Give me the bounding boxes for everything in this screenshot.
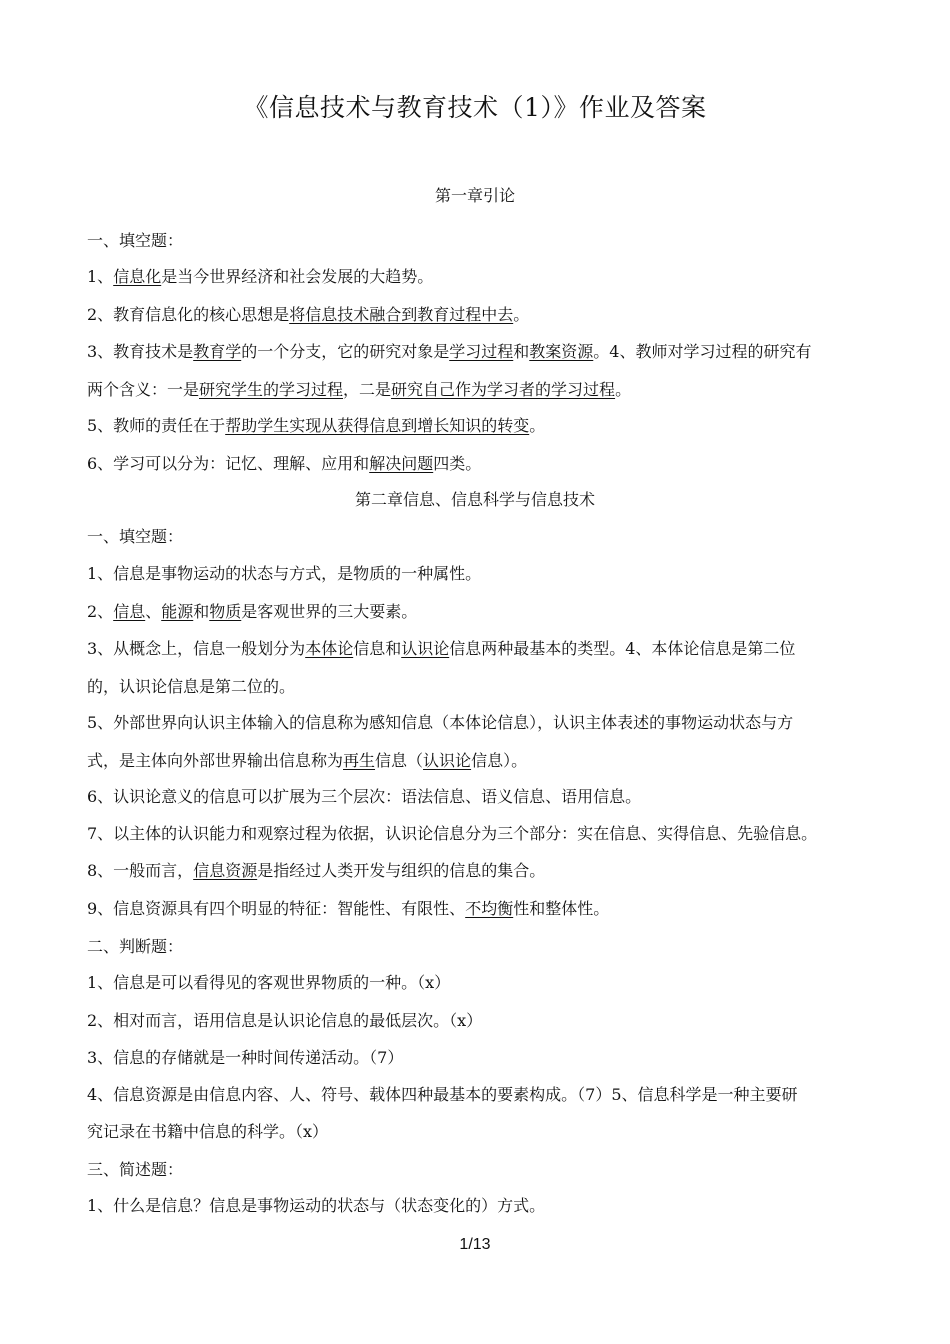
text-segment: 4、信息资源是由信息内容、人、符号、载体四种最基本的要素构成。（7）5、信息科学是一种主要研: [87, 1085, 798, 1104]
text-segment: 一、填空题：: [87, 527, 184, 546]
text-line: [87, 749, 867, 773]
text-line: [87, 303, 867, 327]
answer-underlined: 信息资源: [193, 861, 258, 880]
text-segment: 一、填空题：: [87, 231, 184, 250]
text-segment: 8、一般而言，: [87, 861, 194, 880]
text-segment: 信息（: [375, 751, 424, 770]
text-segment: 、: [145, 602, 162, 621]
text-segment: 3、信息的存储就是一种时间传递活动。（7）: [87, 1048, 404, 1067]
text-line: [87, 822, 867, 846]
text-segment: 式，是主体向外部世界输出信息称为: [87, 751, 344, 770]
text-segment: 三、简述题：: [87, 1160, 184, 1179]
text-segment: 四类。: [433, 454, 482, 473]
text-segment: ，二是: [343, 380, 392, 399]
text-line: [87, 452, 867, 476]
text-line: [87, 1194, 867, 1218]
chapter-heading: [0, 488, 950, 512]
answer-underlined: 解决问题: [369, 454, 434, 473]
text-segment: 的一个分支，它的研究对象是: [241, 342, 450, 361]
text-segment: 2、相对而言，语用信息是认识论信息的最低层次。（x）: [87, 1011, 483, 1030]
text-line: [87, 1158, 867, 1182]
text-line: [87, 1046, 867, 1070]
text-segment: 究记录在书籍中信息的科学。（x）: [87, 1122, 329, 1141]
text-line: [87, 340, 867, 364]
text-segment: 6、学习可以分为：记忆、理解、应用和: [87, 454, 370, 473]
answer-underlined: 能源: [161, 602, 194, 621]
answer-underlined: 学习过程: [449, 342, 514, 361]
text-segment: 1、信息是可以看得见的客观世界物质的一种。（x）: [87, 973, 451, 992]
text-line: [87, 1083, 867, 1107]
text-segment: 9、信息资源具有四个明显的特征：智能性、有限性、: [87, 899, 466, 918]
text-segment: 第二章信息、信息科学与信息技术: [354, 490, 595, 509]
text-line: [87, 229, 867, 253]
text-segment: 和: [513, 342, 530, 361]
text-segment: 6、认识论意义的信息可以扩展为三个层次：语法信息、语义信息、语用信息。: [87, 787, 642, 806]
text-segment: 是当今世界经济和社会发展的大趋势。: [161, 267, 434, 286]
text-segment: 1、: [87, 267, 114, 286]
text-segment: 。: [529, 416, 546, 435]
text-segment: 3、教育技术是: [87, 342, 194, 361]
text-segment: 5、教师的责任在于: [87, 416, 226, 435]
text-segment: 第一章引论: [434, 186, 515, 205]
answer-underlined: 认识论: [423, 751, 472, 770]
text-line: [87, 711, 867, 735]
page-number: 1/13: [459, 1236, 491, 1253]
text-line: [87, 971, 867, 995]
text-segment: 信息和: [353, 639, 402, 658]
text-segment: 和: [193, 602, 210, 621]
text-line: [87, 414, 867, 438]
text-segment: 。4、教师对学习过程的研究有: [593, 342, 812, 361]
answer-underlined: 本体论: [305, 639, 354, 658]
chapter-heading: [0, 184, 950, 208]
text-segment: 性和整体性。: [513, 899, 610, 918]
text-segment: 。: [513, 305, 530, 324]
text-segment: 信息）。: [471, 751, 528, 770]
text-line: [87, 562, 867, 586]
text-segment: 的，认识论信息是第二位的。: [87, 677, 296, 696]
text-segment: 是客观世界的三大要素。: [241, 602, 418, 621]
answer-underlined: 信息化: [113, 267, 162, 286]
text-line: [87, 935, 867, 959]
answer-underlined: 不均衡: [465, 899, 514, 918]
text-segment: 3、从概念上，信息一般划分为: [87, 639, 306, 658]
answer-underlined: 认识论: [401, 639, 450, 658]
text-line: [87, 1009, 867, 1033]
text-segment: 1、信息是事物运动的状态与方式，是物质的一种属性。: [87, 564, 482, 583]
text-segment: 2、: [87, 602, 114, 621]
text-segment: 5、外部世界向认识主体输入的信息称为感知信息（本体论信息），认识主体表述的事物运动状态与方: [87, 713, 794, 732]
answer-underlined: 物质: [209, 602, 242, 621]
answer-underlined: 将信息技术融合到教育过程中去: [289, 305, 514, 324]
answer-underlined: 研究学生的学习过程: [199, 380, 344, 399]
text-segment: 。: [615, 380, 632, 399]
text-line: [87, 600, 867, 624]
answer-underlined: 教育学: [193, 342, 242, 361]
text-segment: 2、教育信息化的核心思想是: [87, 305, 290, 324]
text-segment: 信息两种最基本的类型。4、本体论信息是第二位: [449, 639, 796, 658]
text-line: [87, 637, 867, 661]
text-line: [87, 378, 867, 402]
text-segment: 是指经过人类开发与组织的信息的集合。: [257, 861, 546, 880]
text-line: [87, 897, 867, 921]
text-segment: 1、什么是信息？信息是事物运动的状态与（状态变化的）方式。: [87, 1196, 546, 1215]
answer-underlined: 再生: [343, 751, 376, 770]
text-line: [87, 525, 867, 549]
text-segment: 两个含义：一是: [87, 380, 200, 399]
text-line: [87, 675, 867, 699]
text-line: [87, 785, 867, 809]
text-line: [87, 265, 867, 289]
text-line: [87, 859, 867, 883]
answer-underlined: 教案资源: [529, 342, 594, 361]
answer-underlined: 研究自己作为学习者的学习过程: [391, 380, 616, 399]
answer-underlined: 信息: [113, 602, 146, 621]
answer-underlined: 帮助学生实现从获得信息到增长知识的转变: [225, 416, 530, 435]
text-line: [87, 1120, 867, 1144]
document-title: 《信息技术与教育技术（1）》作业及答案: [243, 93, 707, 122]
text-segment: 7、以主体的认识能力和观察过程为依据，认识论信息分为三个部分：实在信息、实得信息、先验信息。: [87, 824, 818, 843]
text-segment: 二、判断题：: [87, 937, 184, 956]
